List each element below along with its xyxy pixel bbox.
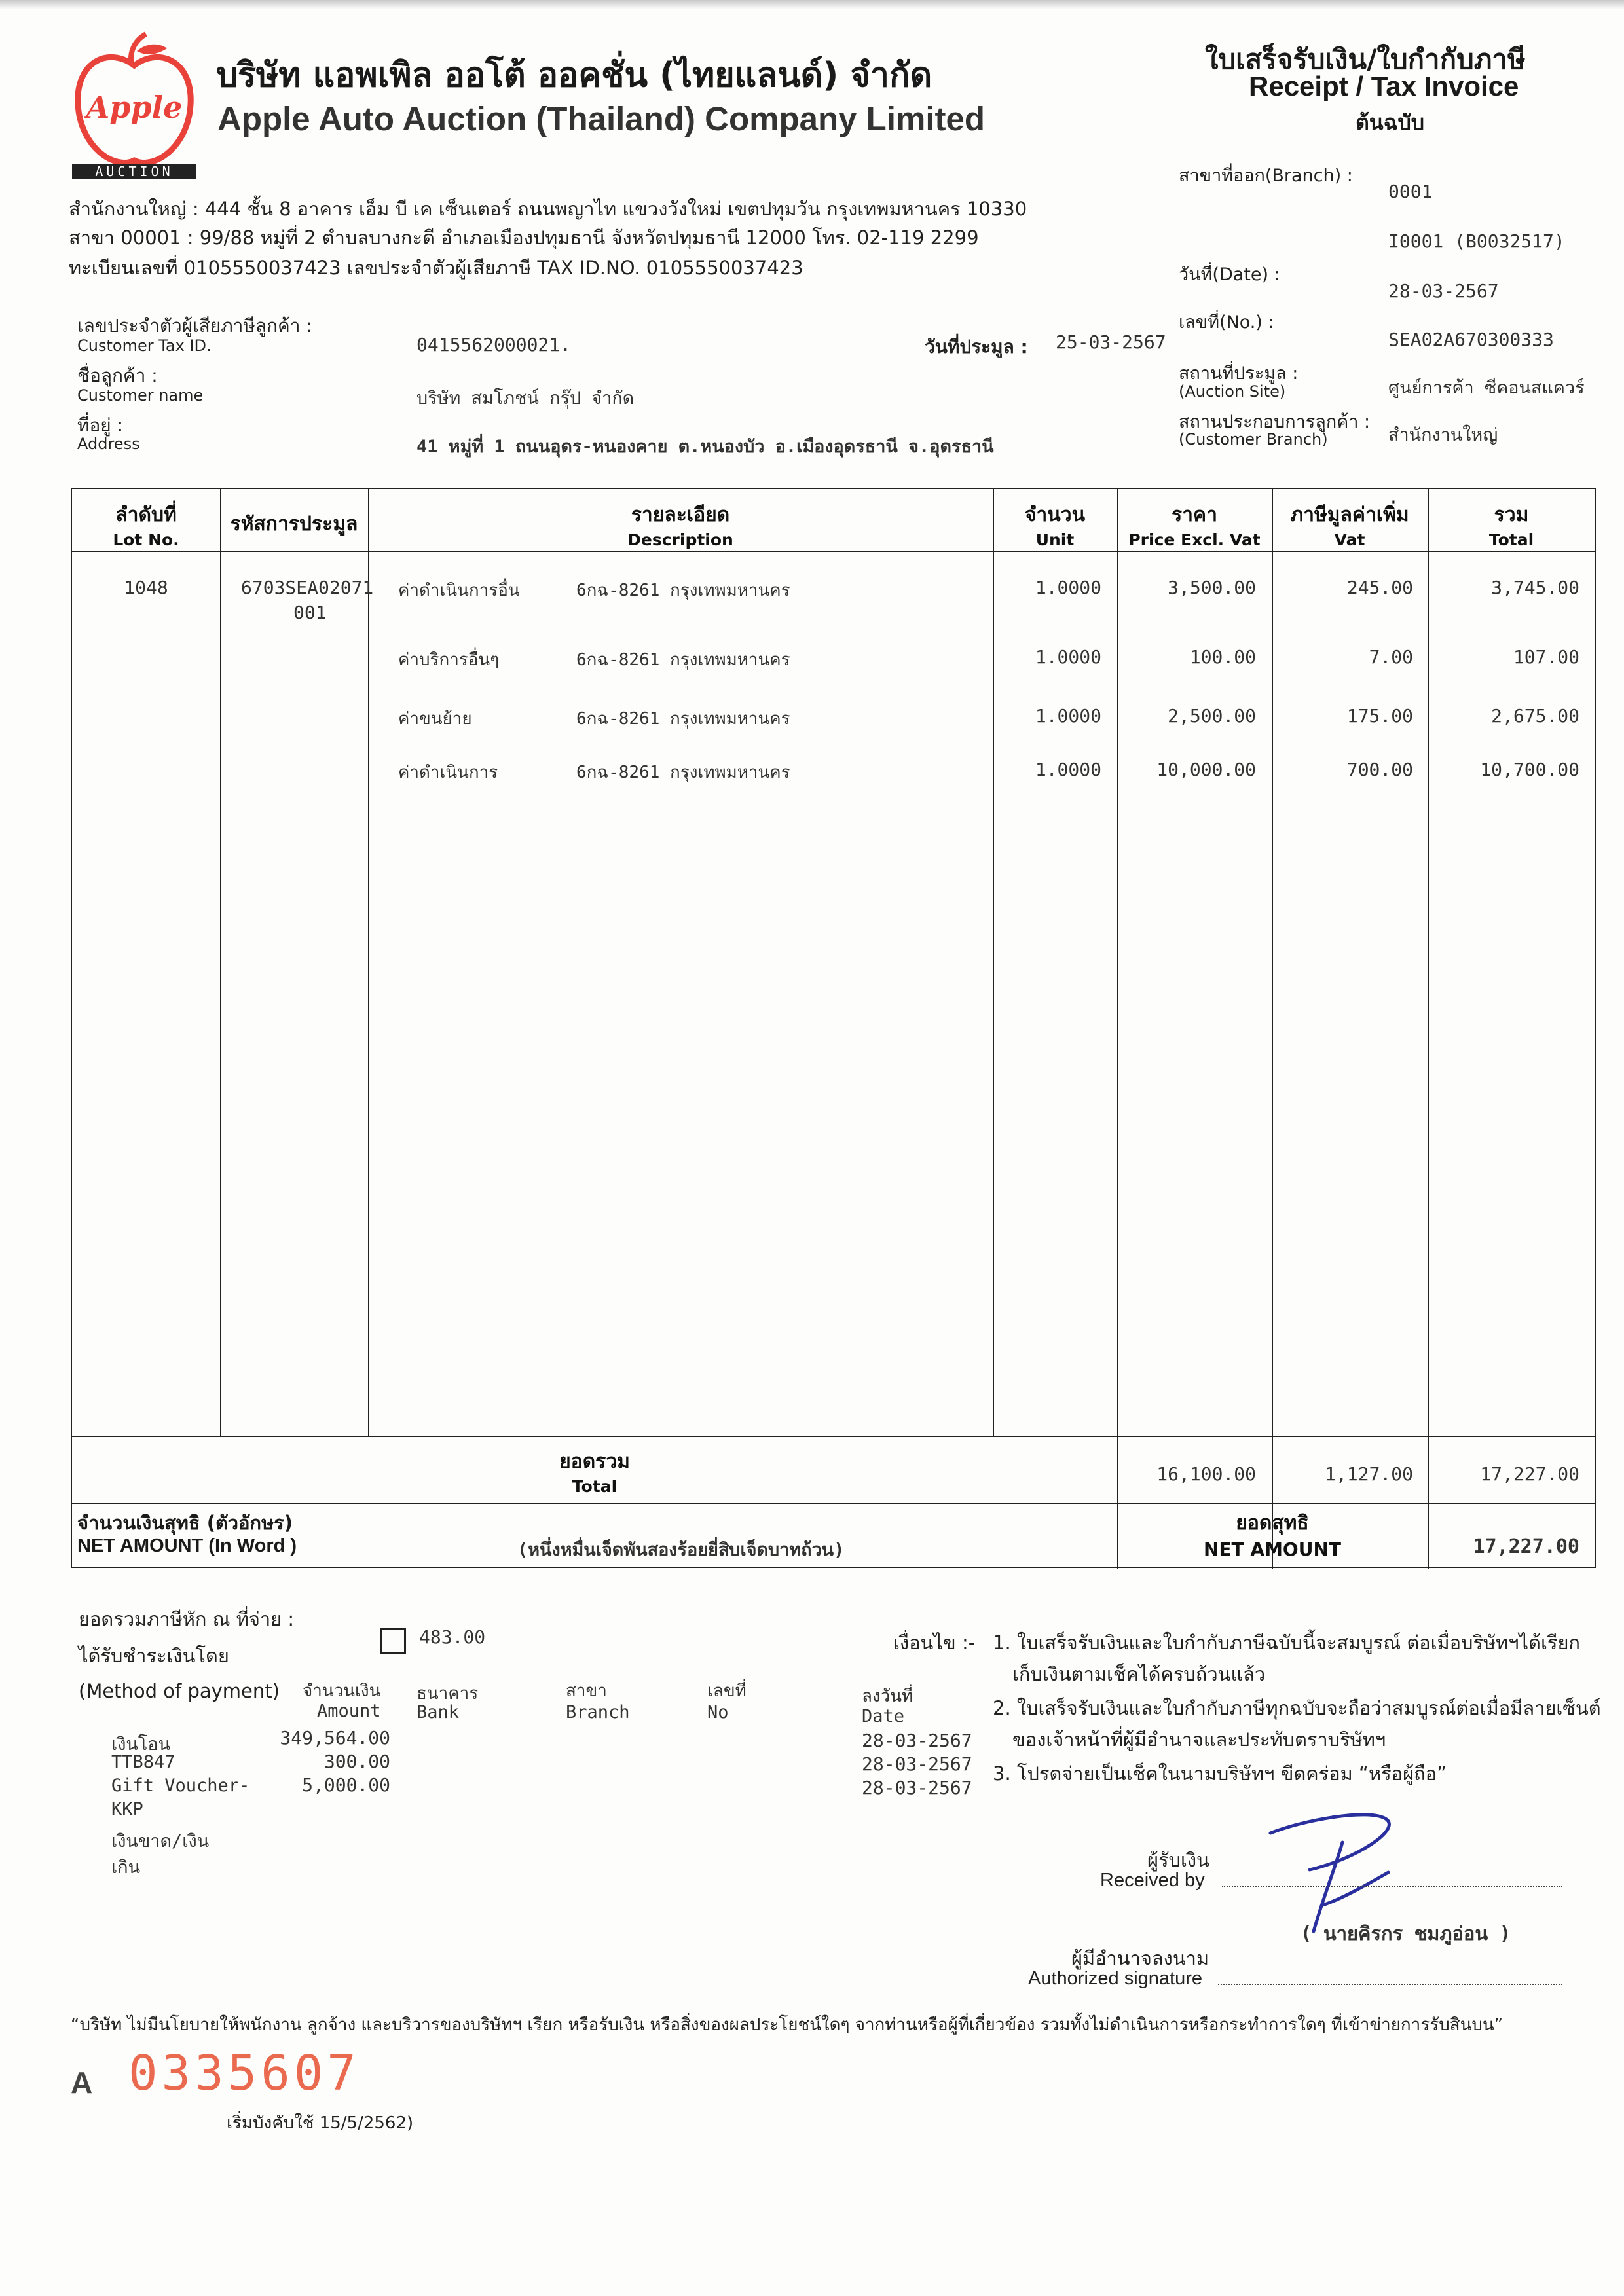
payment-method-name: เงินขาด/เงิน — [111, 1831, 210, 1851]
payment-method-name: TTB847 — [111, 1752, 175, 1772]
withholding-value: 483.00 — [419, 1626, 486, 1648]
payment-method-amount: 349,564.00 — [280, 1727, 390, 1749]
method-of-payment-label: (Method of payment) — [79, 1680, 280, 1702]
row-vat: 175.00 — [1346, 705, 1413, 727]
row-description: ค่าดำเนินการ — [398, 763, 498, 782]
col-amount-en: Amount — [317, 1701, 381, 1721]
branch-value: 0001 — [1388, 181, 1433, 202]
branch-address: สาขา 00001 : 99/88 หมู่ที่ 2 ตำบลบางกะดี อำเภอเมืองปทุมธานี จังหวัดปทุมธานี 12000 โทร. 02-119 2299 — [69, 227, 979, 249]
row-price: 10,000.00 — [1156, 759, 1256, 780]
row-total: 3,745.00 — [1491, 577, 1579, 598]
header-lot-no: ลำดับที่ Lot No. — [113, 503, 179, 549]
row-unit: 1.0000 — [1035, 759, 1101, 780]
received-by-label-en: Received by — [1100, 1870, 1205, 1891]
line-items-table — [71, 488, 1596, 1568]
registration-info: ทะเบียนเลขที่ 0105550037423 เลขประจำตัวผู้เสียภาษี TAX ID.NO. 0105550037423 — [69, 257, 803, 279]
customer-tax-label: เลขประจำตัวผู้เสียภาษีลูกค้า : — [77, 315, 312, 337]
auction-date-value: 25-03-2567 — [1056, 331, 1166, 353]
authorized-label-en: Authorized signature — [1028, 1968, 1202, 1989]
apple-logo-icon — [69, 26, 200, 183]
top-edge — [0, 0, 1624, 9]
row-price: 3,500.00 — [1168, 577, 1256, 598]
condition-item: 1. ใบเสร็จรับเงินและใบกำกับภาษีฉบับนี้จะสมบูรณ์ ต่อเมื่อบริษัทฯได้เรียก — [993, 1631, 1580, 1654]
row-vat: 7.00 — [1369, 646, 1413, 668]
net-words-value: (หนึ่งหมื่นเจ็ดพันสองร้อยยี่สิบเจ็ดบาทถ้วน) — [517, 1540, 845, 1560]
header-vat: ภาษีมูลค่าเพิ่ม Vat — [1290, 503, 1409, 549]
row-price: 2,500.00 — [1168, 705, 1256, 727]
received-by-line — [1222, 1886, 1562, 1887]
total-total: 17,227.00 — [1480, 1463, 1579, 1485]
company-name-en: Apple Auto Auction (Thailand) Company Limited — [217, 100, 986, 137]
row-vat: 700.00 — [1346, 759, 1413, 780]
row-total: 2,675.00 — [1491, 705, 1579, 727]
payment-method-name: เกิน — [111, 1857, 141, 1878]
date-label: วันที่(Date) : — [1179, 264, 1280, 285]
condition-item: 2. ใบเสร็จรับเงินและใบกำกับภาษีทุกฉบับจะถือว่าสมบูรณ์ต่อเมื่อมีลายเซ็นต์ — [993, 1697, 1601, 1719]
serial-series: A — [71, 2066, 93, 2100]
svg-text:Apple: Apple — [86, 90, 183, 125]
hq-address: สำนักงานใหญ่ : 444 ชั้น 8 อาคาร เอ็ม บี เค เซ็นเตอร์ ถนนพญาไท แขวงวังใหม่ เขตปทุมวัน กรุงเทพมหานคร 10330 — [69, 198, 1027, 220]
condition-item: 3. โปรดจ่ายเป็นเช็คในนามบริษัทฯ ขีดคร่อม “หรือผู้ถือ” — [993, 1762, 1447, 1785]
condition-item: ของเจ้าหน้าที่ผู้มีอำนาจและประทับตราบริษัทฯ — [1012, 1728, 1386, 1751]
col-date-th: ลงวันที่ — [862, 1686, 913, 1706]
net-amount-label: ยอดสุทธิ NET AMOUNT — [1203, 1512, 1341, 1560]
payment-method-date: 28-03-2567 — [862, 1753, 972, 1775]
customer-tax-value: 0415562000021. — [416, 334, 572, 355]
total-vat: 1,127.00 — [1325, 1463, 1413, 1485]
authorized-label-th: ผู้มีอำนาจลงนาม — [1071, 1947, 1209, 1969]
signer-name: ( นายคิรกร ชมภูอ่อน ) — [1301, 1922, 1511, 1944]
customer-branch-value: สำนักงานใหญ่ — [1388, 425, 1498, 445]
col-branch-th: สาขา — [566, 1681, 607, 1701]
row-plate: 6กฉ-8261 กรุงเทพมหานคร — [576, 763, 790, 782]
auction-code-value-2: 001 — [293, 602, 327, 623]
received-by-method-label: ได้รับชำระเงินโดย — [79, 1645, 229, 1667]
header-description: รายละเอียด Description — [627, 503, 733, 549]
auction-code-value: 6703SEA02071 — [241, 577, 374, 598]
condition-item: เก็บเงินตามเช็คได้ครบถ้วนแล้ว — [1012, 1663, 1266, 1685]
payment-method-date: 28-03-2567 — [862, 1730, 972, 1751]
logo-auction-badge: AUCTION — [72, 164, 196, 179]
effective-date: เริ่มบังคับใช้ 15/5/2562) — [227, 2113, 414, 2133]
customer-branch-label: สถานประกอบการลูกค้า : — [1179, 412, 1371, 432]
customer-name-label: ชื่อลูกค้า : — [77, 365, 158, 386]
col-branch-en: Branch — [566, 1702, 630, 1722]
payment-method-name: Gift Voucher- — [111, 1776, 250, 1796]
auction-site-value: ศูนย์การค้า ซีคอนสแควร์ — [1388, 378, 1585, 398]
row-unit: 1.0000 — [1035, 705, 1101, 727]
doc-no-label: เลขที่(No.) : — [1179, 312, 1274, 333]
header-price: ราคา Price Excl. Vat — [1128, 503, 1261, 549]
doc-no-value: SEA02A670300333 — [1388, 329, 1554, 350]
date-value: 28-03-2567 — [1388, 280, 1499, 302]
row-unit: 1.0000 — [1035, 646, 1101, 668]
row-vat: 245.00 — [1346, 577, 1413, 598]
serial-number: 0335607 — [128, 2045, 360, 2102]
payment-method-name: เงินโอน — [111, 1734, 171, 1755]
conditions-label: เงื่อนไข :- — [893, 1631, 976, 1654]
customer-branch-label-en: (Customer Branch) — [1179, 430, 1328, 448]
withholding-checkbox[interactable] — [380, 1628, 406, 1654]
header-unit: จำนวน Unit — [1024, 503, 1086, 549]
withholding-label: ยอดรวมภาษีหัก ณ ที่จ่าย : — [79, 1608, 295, 1630]
col-no-en: No — [707, 1702, 729, 1722]
doc-copy-label: ต้นฉบับ — [1356, 110, 1425, 135]
auction-site-label: สถานที่ประมูล : — [1179, 363, 1299, 384]
payment-method-amount: 300.00 — [323, 1751, 390, 1772]
auction-site-label-en: (Auction Site) — [1179, 382, 1286, 401]
doc-title-th: ใบเสร็จรับเงิน/ใบกำกับภาษี — [1205, 43, 1526, 75]
customer-address-label-en: Address — [77, 435, 140, 453]
total-label: ยอดรวม Total — [559, 1450, 630, 1496]
customer-address-value: 41 หมู่ที่ 1 ถนนอุดร-หนองคาย ต.หนองบัว อ.เมืองอุดรธานี จ.อุดรธานี — [416, 437, 994, 457]
customer-tax-label-en: Customer Tax ID. — [77, 337, 212, 355]
row-unit: 1.0000 — [1035, 577, 1101, 598]
row-price: 100.00 — [1189, 646, 1256, 668]
anti-bribery-policy: “บริษัท ไม่มีนโยบายให้พนักงาน ลูกจ้าง และบริวารของบริษัทฯ เรียก หรือรับเงิน หรือสิ่งของผลประโยชน์ใดๆ จากท่านหรือผู้ที่เกี่ยวข้อง รวมทั้งไม่ดำเนินการหรือกระทำการใดๆ ที่เข้าข่ายการรับสินบน” — [71, 2015, 1504, 2035]
payment-method-date: 28-03-2567 — [862, 1777, 972, 1798]
header-auction-code: รหัสการประมูล — [230, 513, 358, 536]
col-bank-th: ธนาคาร — [416, 1684, 479, 1704]
customer-address-label: ที่อยู่ : — [77, 414, 124, 436]
col-bank-en: Bank — [416, 1702, 460, 1722]
col-date-en: Date — [862, 1706, 905, 1726]
row-description: ค่าดำเนินการอื่น — [398, 581, 520, 600]
auction-date-label: วันที่ประมูล : — [925, 336, 1028, 357]
header-total: รวม Total — [1488, 503, 1534, 549]
company-name-th: บริษัท แอพเพิล ออโต้ ออคชั่น (ไทยแลนด์) จำกัด — [216, 56, 932, 95]
customer-name-label-en: Customer name — [77, 386, 204, 405]
doc-title-en: Receipt / Tax Invoice — [1249, 71, 1519, 101]
customer-name-value: บริษัท สมโภชน์ กรุ๊ป จำกัด — [416, 388, 635, 409]
company-logo — [69, 26, 200, 183]
net-words-label: จำนวนเงินสุทธิ (ตัวอักษร) — [77, 1512, 293, 1534]
authorized-line — [1218, 1984, 1562, 1985]
received-by-label-th: ผู้รับเงิน — [1147, 1849, 1209, 1871]
total-price: 16,100.00 — [1156, 1463, 1256, 1485]
row-description: ค่าขนย้าย — [398, 709, 472, 729]
col-no-th: เลขที่ — [707, 1681, 747, 1701]
payment-method-name: KKP — [111, 1799, 143, 1819]
row-plate: 6กฉ-8261 กรุงเทพมหานคร — [576, 650, 790, 670]
row-total: 10,700.00 — [1480, 759, 1579, 780]
net-words-label-en: NET AMOUNT (In Word ) — [77, 1535, 297, 1556]
branch-label: สาขาที่ออก(Branch) : — [1179, 166, 1353, 186]
col-amount-th: จำนวนเงิน — [303, 1681, 381, 1701]
row-plate: 6กฉ-8261 กรุงเทพมหานคร — [576, 581, 790, 600]
payment-method-amount: 5,000.00 — [302, 1774, 390, 1796]
row-plate: 6กฉ-8261 กรุงเทพมหานคร — [576, 709, 790, 729]
row-description: ค่าบริการอื่นๆ — [398, 650, 500, 670]
lot-no-value: 1048 — [124, 577, 168, 598]
net-amount-value: 17,227.00 — [1473, 1535, 1579, 1558]
branch-code: I0001 (B0032517) — [1388, 230, 1565, 252]
row-total: 107.00 — [1513, 646, 1579, 668]
